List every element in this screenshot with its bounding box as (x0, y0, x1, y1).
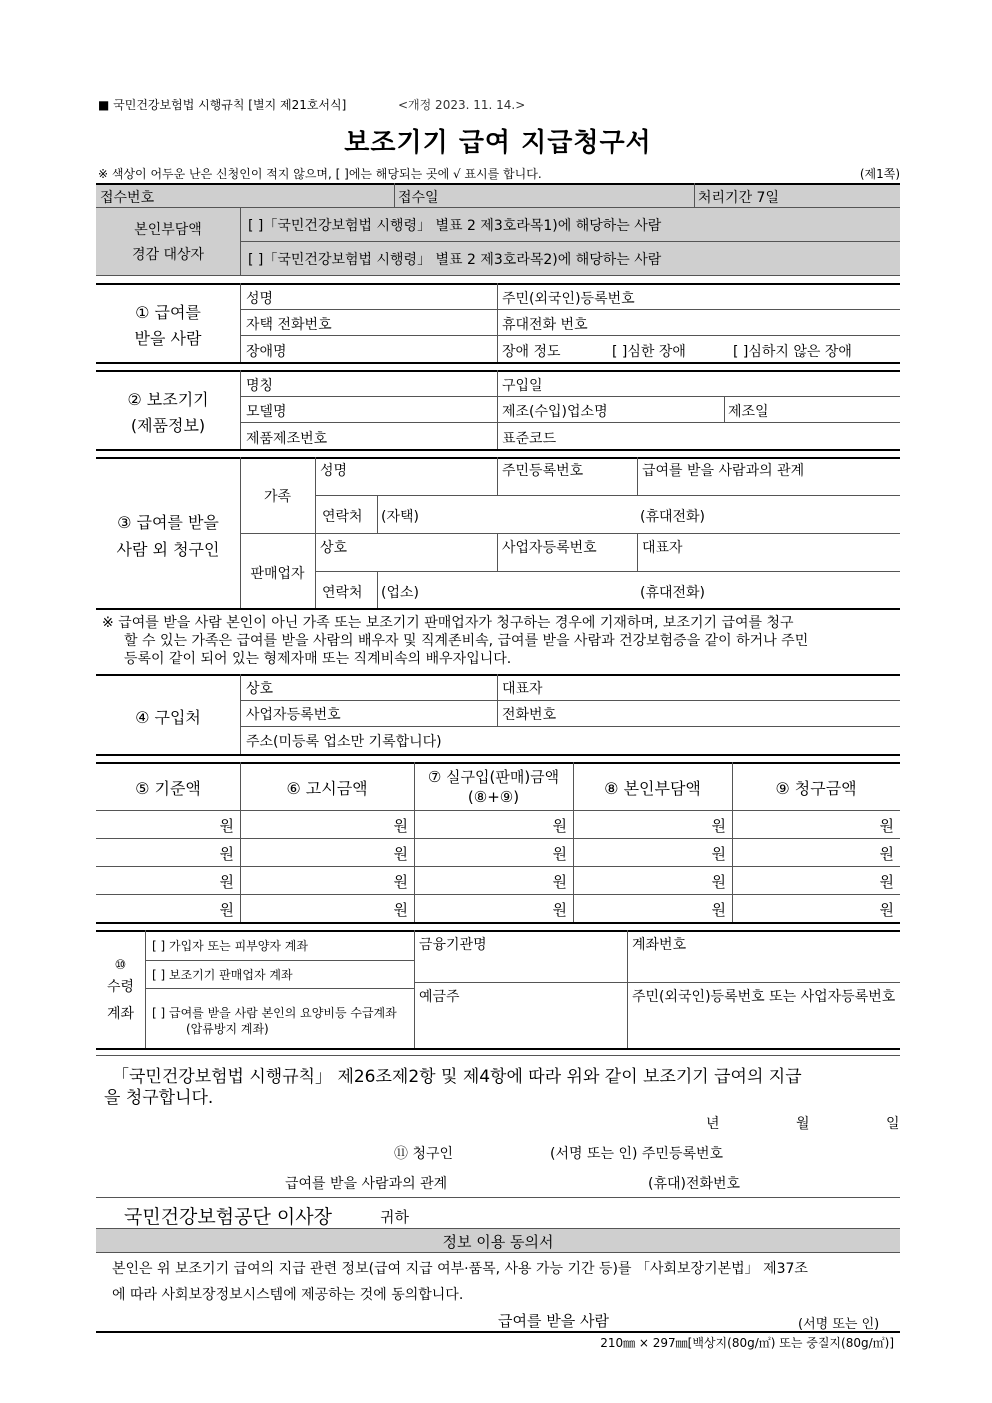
consent-line-1: 본인은 위 보조기기 급여의 지급 관련 정보(급여 지급 여부·품목, 사용 가능 기간 등)를 「사회보장기본법」 제37조 (112, 1261, 808, 1277)
reduction-option-1[interactable]: [ ]「국민건강보험법 시행령」 별표 2 제3호라목1)에 해당하는 사람 (248, 218, 662, 234)
reduction-option-2[interactable]: [ ]「국민건강보험법 시행령」 별표 2 제3호라목2)에 해당하는 사람 (248, 252, 662, 268)
s1-mild-checkbox[interactable]: [ ]심하지 않은 장애 (733, 344, 852, 360)
law-reference: ■ 국민건강보험법 시행규칙 [별지 제21호서식] (98, 98, 347, 112)
s4-ceo[interactable]: 대표자 (502, 681, 543, 697)
receipt-number-label: 접수번호 (100, 190, 155, 206)
amount-cell[interactable]: 원 (219, 817, 234, 835)
s10-label-1: 수령 (106, 979, 135, 995)
s2-mfg-date[interactable]: 제조일 (728, 404, 769, 420)
consent-line-2: 에 따라 사회보장정보시스템에 제공하는 것에 동의합니다. (112, 1287, 464, 1303)
s2-serial[interactable]: 제품제조번호 (246, 431, 328, 447)
claimant-phone[interactable]: (휴대)전화번호 (648, 1176, 741, 1192)
s10-holder-id[interactable]: 주민(외국인)등록번호 또는 사업자등록번호 (632, 989, 896, 1005)
s1-severe-checkbox[interactable]: [ ]심한 장애 (612, 344, 686, 360)
amount-cell[interactable]: 원 (219, 873, 234, 891)
amount-cell[interactable]: 원 (879, 817, 894, 835)
s10-label-2: 계좌 (106, 1006, 135, 1022)
s3-family-relation[interactable]: 급여를 받을 사람과의 관계 (642, 463, 805, 479)
receipt-row (96, 183, 900, 207)
amount-header-base: ⑤ 기준액 (135, 779, 201, 798)
amount-cell[interactable]: 원 (393, 873, 408, 891)
s1-mobile[interactable]: 휴대전화 번호 (502, 317, 588, 333)
receipt-date-label: 접수일 (398, 190, 439, 206)
s1-label-1: ① 급여를 (135, 303, 201, 322)
page-number: (제1쪽) (859, 167, 900, 181)
reduction-label-2: 경감 대상자 (131, 247, 205, 263)
amount-header-copay: ⑧ 본인부담액 (604, 779, 701, 798)
s3-label-1: ③ 급여를 받을 (117, 513, 219, 532)
s10-number: ⑩ (114, 958, 127, 973)
s10-account[interactable]: 계좌번호 (632, 937, 687, 953)
s2-maker[interactable]: 제조(수입)업소명 (502, 404, 608, 420)
s1-disability[interactable]: 장애명 (246, 344, 287, 360)
s3-family-name[interactable]: 성명 (320, 463, 348, 479)
processing-period: 처리기간 7일 (698, 190, 779, 206)
s3-label-2: 사람 외 청구인 (116, 540, 220, 559)
consent-title: 정보 이용 동의서 (442, 1233, 554, 1251)
s2-label-2: (제품정보) (130, 416, 206, 435)
amount-cell[interactable]: 원 (552, 845, 567, 863)
s4-phone[interactable]: 전화번호 (502, 707, 557, 723)
amount-cell[interactable]: 원 (552, 901, 567, 919)
s3-note-line-1: ※ 급여를 받을 사람 본인이 아닌 가족 또는 보조기기 판매업자가 청구하는 경우에 기재하며, 보조기기 급여를 청구 (102, 615, 794, 631)
amount-cell[interactable]: 원 (393, 901, 408, 919)
consent-person[interactable]: 급여를 받을 사람 (498, 1312, 609, 1330)
declaration-line-2: 을 청구합니다. (104, 1088, 214, 1108)
s3-family-rrn[interactable]: 주민등록번호 (502, 463, 584, 479)
s3-seller-label: 판매업자 (250, 566, 305, 582)
amount-cell[interactable]: 원 (552, 873, 567, 891)
s4-address[interactable]: 주소(미등록 업소만 기록합니다) (246, 734, 442, 750)
s3-seller-ceo[interactable]: 대표자 (642, 540, 683, 556)
amount-cell[interactable]: 원 (711, 817, 726, 835)
amount-cell[interactable]: 원 (552, 817, 567, 835)
date-year[interactable]: 년 (706, 1116, 720, 1132)
s3-note-line-3: 등록이 같이 되어 있는 형제자매 또는 직계비속의 배우자입니다. (124, 651, 512, 667)
s4-label: ④ 구입처 (135, 708, 201, 727)
s1-home-phone[interactable]: 자택 전화번호 (246, 317, 332, 333)
amount-header-notice: ⑥ 고시금액 (286, 779, 368, 798)
amount-cell[interactable]: 원 (393, 845, 408, 863)
amount-cell[interactable]: 원 (219, 845, 234, 863)
s3-seller-mobile[interactable]: (휴대전화) (640, 585, 706, 601)
s1-label-2: 받을 사람 (134, 329, 202, 348)
amount-cell[interactable]: 원 (711, 901, 726, 919)
amount-cell[interactable]: 원 (711, 845, 726, 863)
amount-cell[interactable]: 원 (393, 817, 408, 835)
amount-header-actual: ⑦ 실구입(판매)금액 (427, 768, 560, 786)
s3-family-home[interactable]: (자택) (381, 509, 419, 525)
s3-note-line-2: 할 수 있는 가족은 급여를 받을 사람의 배우자 및 직계존비속, 급여를 받을 사람과 건강보험증을 같이 하거나 주민 (124, 633, 809, 649)
s1-name[interactable]: 성명 (246, 291, 274, 307)
amount-header-claim: ⑨ 청구금액 (775, 779, 857, 798)
s4-biz-no[interactable]: 사업자등록번호 (246, 707, 341, 723)
s2-std-code[interactable]: 표준코드 (502, 431, 557, 447)
amount-cell[interactable]: 원 (879, 901, 894, 919)
paper-spec: 210㎜ × 297㎜[백상지(80g/㎡) 또는 중질지(80g/㎡)] (600, 1336, 894, 1350)
amount-cell[interactable]: 원 (219, 901, 234, 919)
s3-seller-contact: 연락처 (322, 585, 363, 601)
amount-cell[interactable]: 원 (879, 873, 894, 891)
claimant-relation[interactable]: 급여를 받을 사람과의 관계 (285, 1176, 448, 1192)
s1-rrn[interactable]: 주민(외국인)등록번호 (502, 291, 635, 307)
s10-option-protected[interactable]: [ ] 급여를 받을 사람 본인의 요양비등 수급계좌 (152, 1006, 397, 1020)
instruction-notice: ※ 색상이 어두운 난은 신청인이 적지 않으며, [ ]에는 해당되는 곳에 √ 표시를 합니다. (98, 167, 542, 181)
amount-cell[interactable]: 원 (879, 845, 894, 863)
recipient-title: 국민건강보험공단 이사장 (124, 1206, 332, 1228)
s2-model[interactable]: 모델명 (246, 404, 287, 420)
s1-degree: 장애 정도 (502, 344, 561, 360)
s4-company[interactable]: 상호 (246, 681, 274, 697)
claimant-sign-rrn[interactable]: (서명 또는 인) 주민등록번호 (550, 1146, 724, 1162)
reduction-label-1: 본인부담액 (134, 222, 202, 238)
s3-seller-company[interactable]: 상호 (320, 540, 348, 556)
s2-purchase-date[interactable]: 구입일 (502, 378, 543, 394)
amount-header-actual-formula: (⑧+⑨) (467, 788, 520, 806)
amount-cell[interactable]: 원 (711, 873, 726, 891)
s2-label-1: ② 보조기기 (127, 390, 209, 409)
s10-bank[interactable]: 금융기관명 (419, 937, 487, 953)
date-day[interactable]: 일 (886, 1116, 900, 1132)
s10-option-protected-note: (압류방지 계좌) (186, 1022, 269, 1036)
date-month[interactable]: 월 (796, 1116, 810, 1132)
declaration-line-1: 「국민건강보험법 시행규칙」 제26조제2항 및 제4항에 따라 위와 같이 보조기기 급여의 지급 (112, 1067, 802, 1087)
recipient-honorific: 귀하 (380, 1208, 409, 1226)
claimant-label: ⑪ 청구인 (394, 1146, 454, 1162)
s2-name[interactable]: 명칭 (246, 378, 274, 394)
s10-holder[interactable]: 예금주 (419, 989, 460, 1005)
s3-seller-biz-no[interactable]: 사업자등록번호 (502, 540, 597, 556)
s10-option-subscriber[interactable]: [ ] 가입자 또는 피부양자 계좌 (152, 939, 308, 953)
consent-sign[interactable]: (서명 또는 인) (798, 1317, 880, 1332)
revision-date: <개정 2023. 11. 14.> (398, 98, 526, 112)
page-title: 보조기기 급여 지급청구서 (344, 128, 652, 158)
s3-family-label: 가족 (263, 489, 292, 505)
s3-family-mobile[interactable]: (휴대전화) (640, 509, 706, 525)
s3-family-contact: 연락처 (322, 509, 363, 525)
s10-option-seller[interactable]: [ ] 보조기기 판매업자 계좌 (152, 968, 293, 982)
s3-seller-office[interactable]: (업소) (381, 585, 419, 601)
